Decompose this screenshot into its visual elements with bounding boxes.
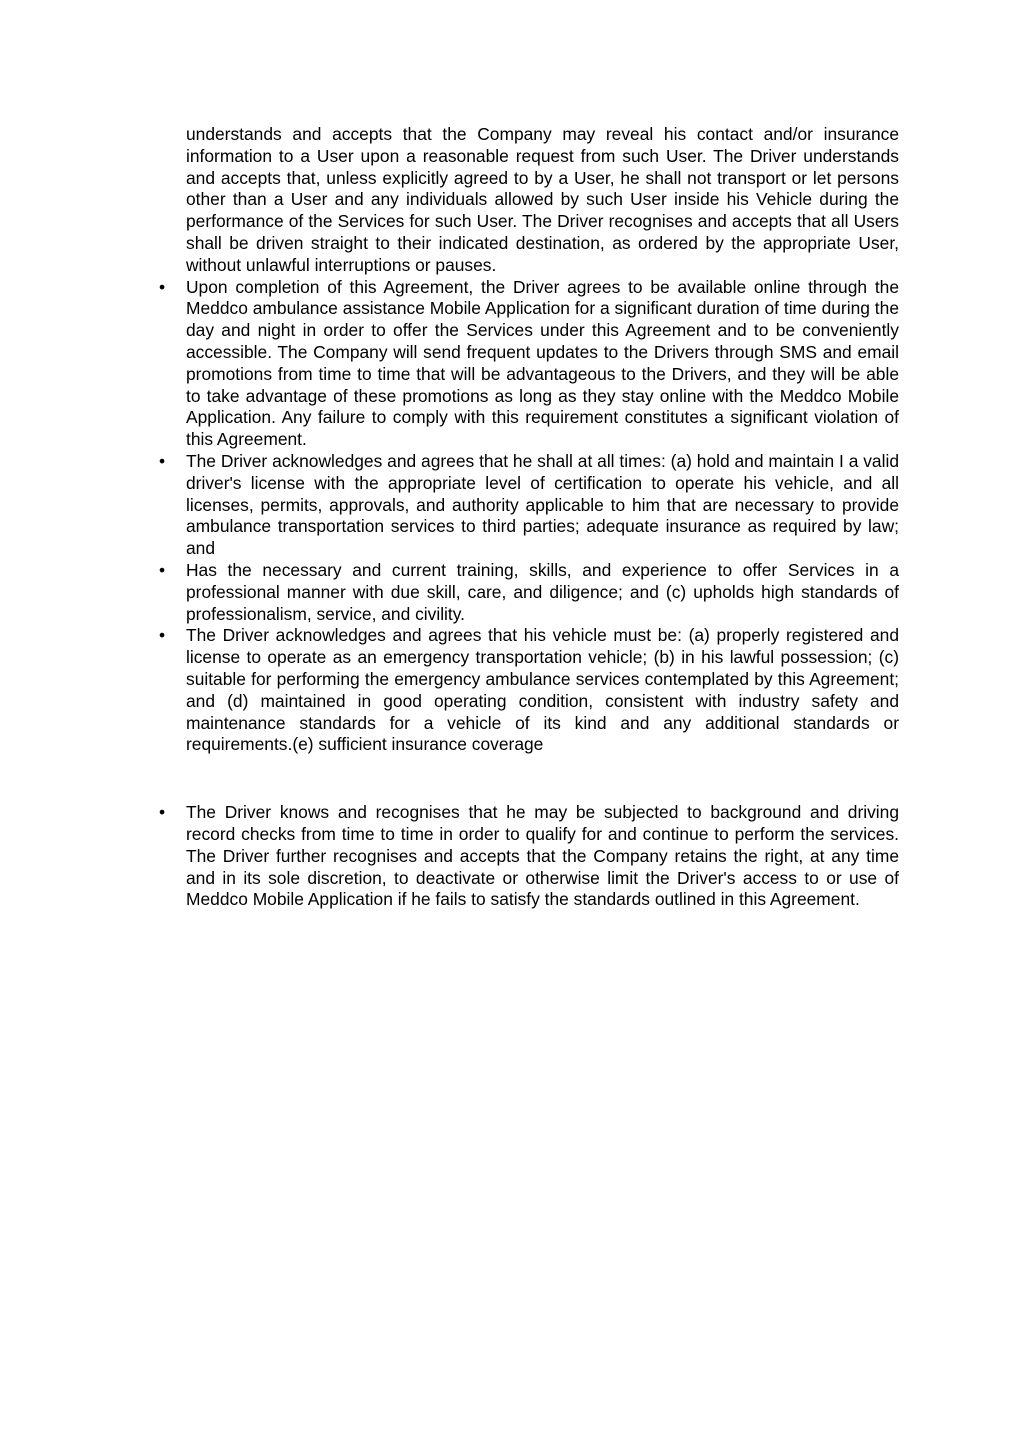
list-item-text: The Driver knows and recognises that he may be subjected to background and driving record checks from time to time in order to qualify for and continue to perform the services. The Driver further recognises and accepts that the Company retains the right, at any time and in its sole discretion, to deactivate or otherwise limit the Driver's access to or use of Meddco Mobile Application if he fails to satisfy the standards outlined in this Agreement. bbox=[186, 802, 899, 910]
list-item-text: Has the necessary and current training, skills, and experience to offer Services in a professional manner with due skill, care, and diligence; and (c) upholds high standards of professionalism, service, and civility. bbox=[186, 559, 899, 624]
bullet-icon: • bbox=[158, 450, 166, 471]
list-item-text: The Driver acknowledges and agrees that his vehicle must be: (a) properly registered and license to operate as an emergency transportation vehicle; (b) in his lawful possession; (c) suitable for performing the emergency ambulance services contemplated by this Agreement; and (d) maintained in good operating condition, consistent with industry safety and maintenance standards for a vehicle of its kind and any additional standards or requirements.(e) sufficient insurance coverage bbox=[186, 625, 899, 755]
document-body bbox=[158, 124, 899, 911]
list-item bbox=[158, 625, 899, 756]
bullet-icon: • bbox=[158, 625, 166, 646]
bullet-icon: • bbox=[158, 802, 166, 823]
continuation-paragraph: understands and accepts that the Company may reveal his contact and/or insurance information to a User upon a reasonable request from such User. The Driver understands and accepts that, unless explicitly agreed to by a User, he shall not transport or let persons other than a User and any individuals allowed by such User inside his Vehicle during the performance of the Services for such User. The Driver recognises and accepts that all Users shall be driven straight to their indicated destination, as ordered by the appropriate User, without unlawful interruptions or pauses. bbox=[186, 124, 899, 275]
bullet-icon: • bbox=[158, 276, 166, 297]
list-item bbox=[158, 559, 899, 625]
list-item bbox=[158, 276, 899, 451]
list-item bbox=[158, 450, 899, 560]
bullet-icon: • bbox=[158, 559, 166, 580]
list-item-text: The Driver acknowledges and agrees that he shall at all times: (a) hold and maintain I a valid driver's license with the appropriate level of certification to operate his vehicle, and all licenses, permits, approvals, and authority applicable to him that are necessary to provide ambulance transportation services to third parties; adequate insurance as required by law; and bbox=[186, 450, 899, 559]
bullet-list bbox=[158, 276, 899, 912]
list-item-text: Upon completion of this Agreement, the Driver agrees to be available online through the Meddco ambulance assistance Mobile Application for a significant duration of time during the day and night in order to offer the Services under this Agreement and to be conveniently accessible. The Company will send frequent updates to the Drivers through SMS and email promotions from time to time that will be advantageous to the Drivers, and they will be able to take advantage of these promotions as long as they stay online with the Meddco Mobile Application. Any failure to comply with this requirement constitutes a significant violation of this Agreement. bbox=[186, 276, 899, 450]
list-item bbox=[158, 802, 899, 911]
